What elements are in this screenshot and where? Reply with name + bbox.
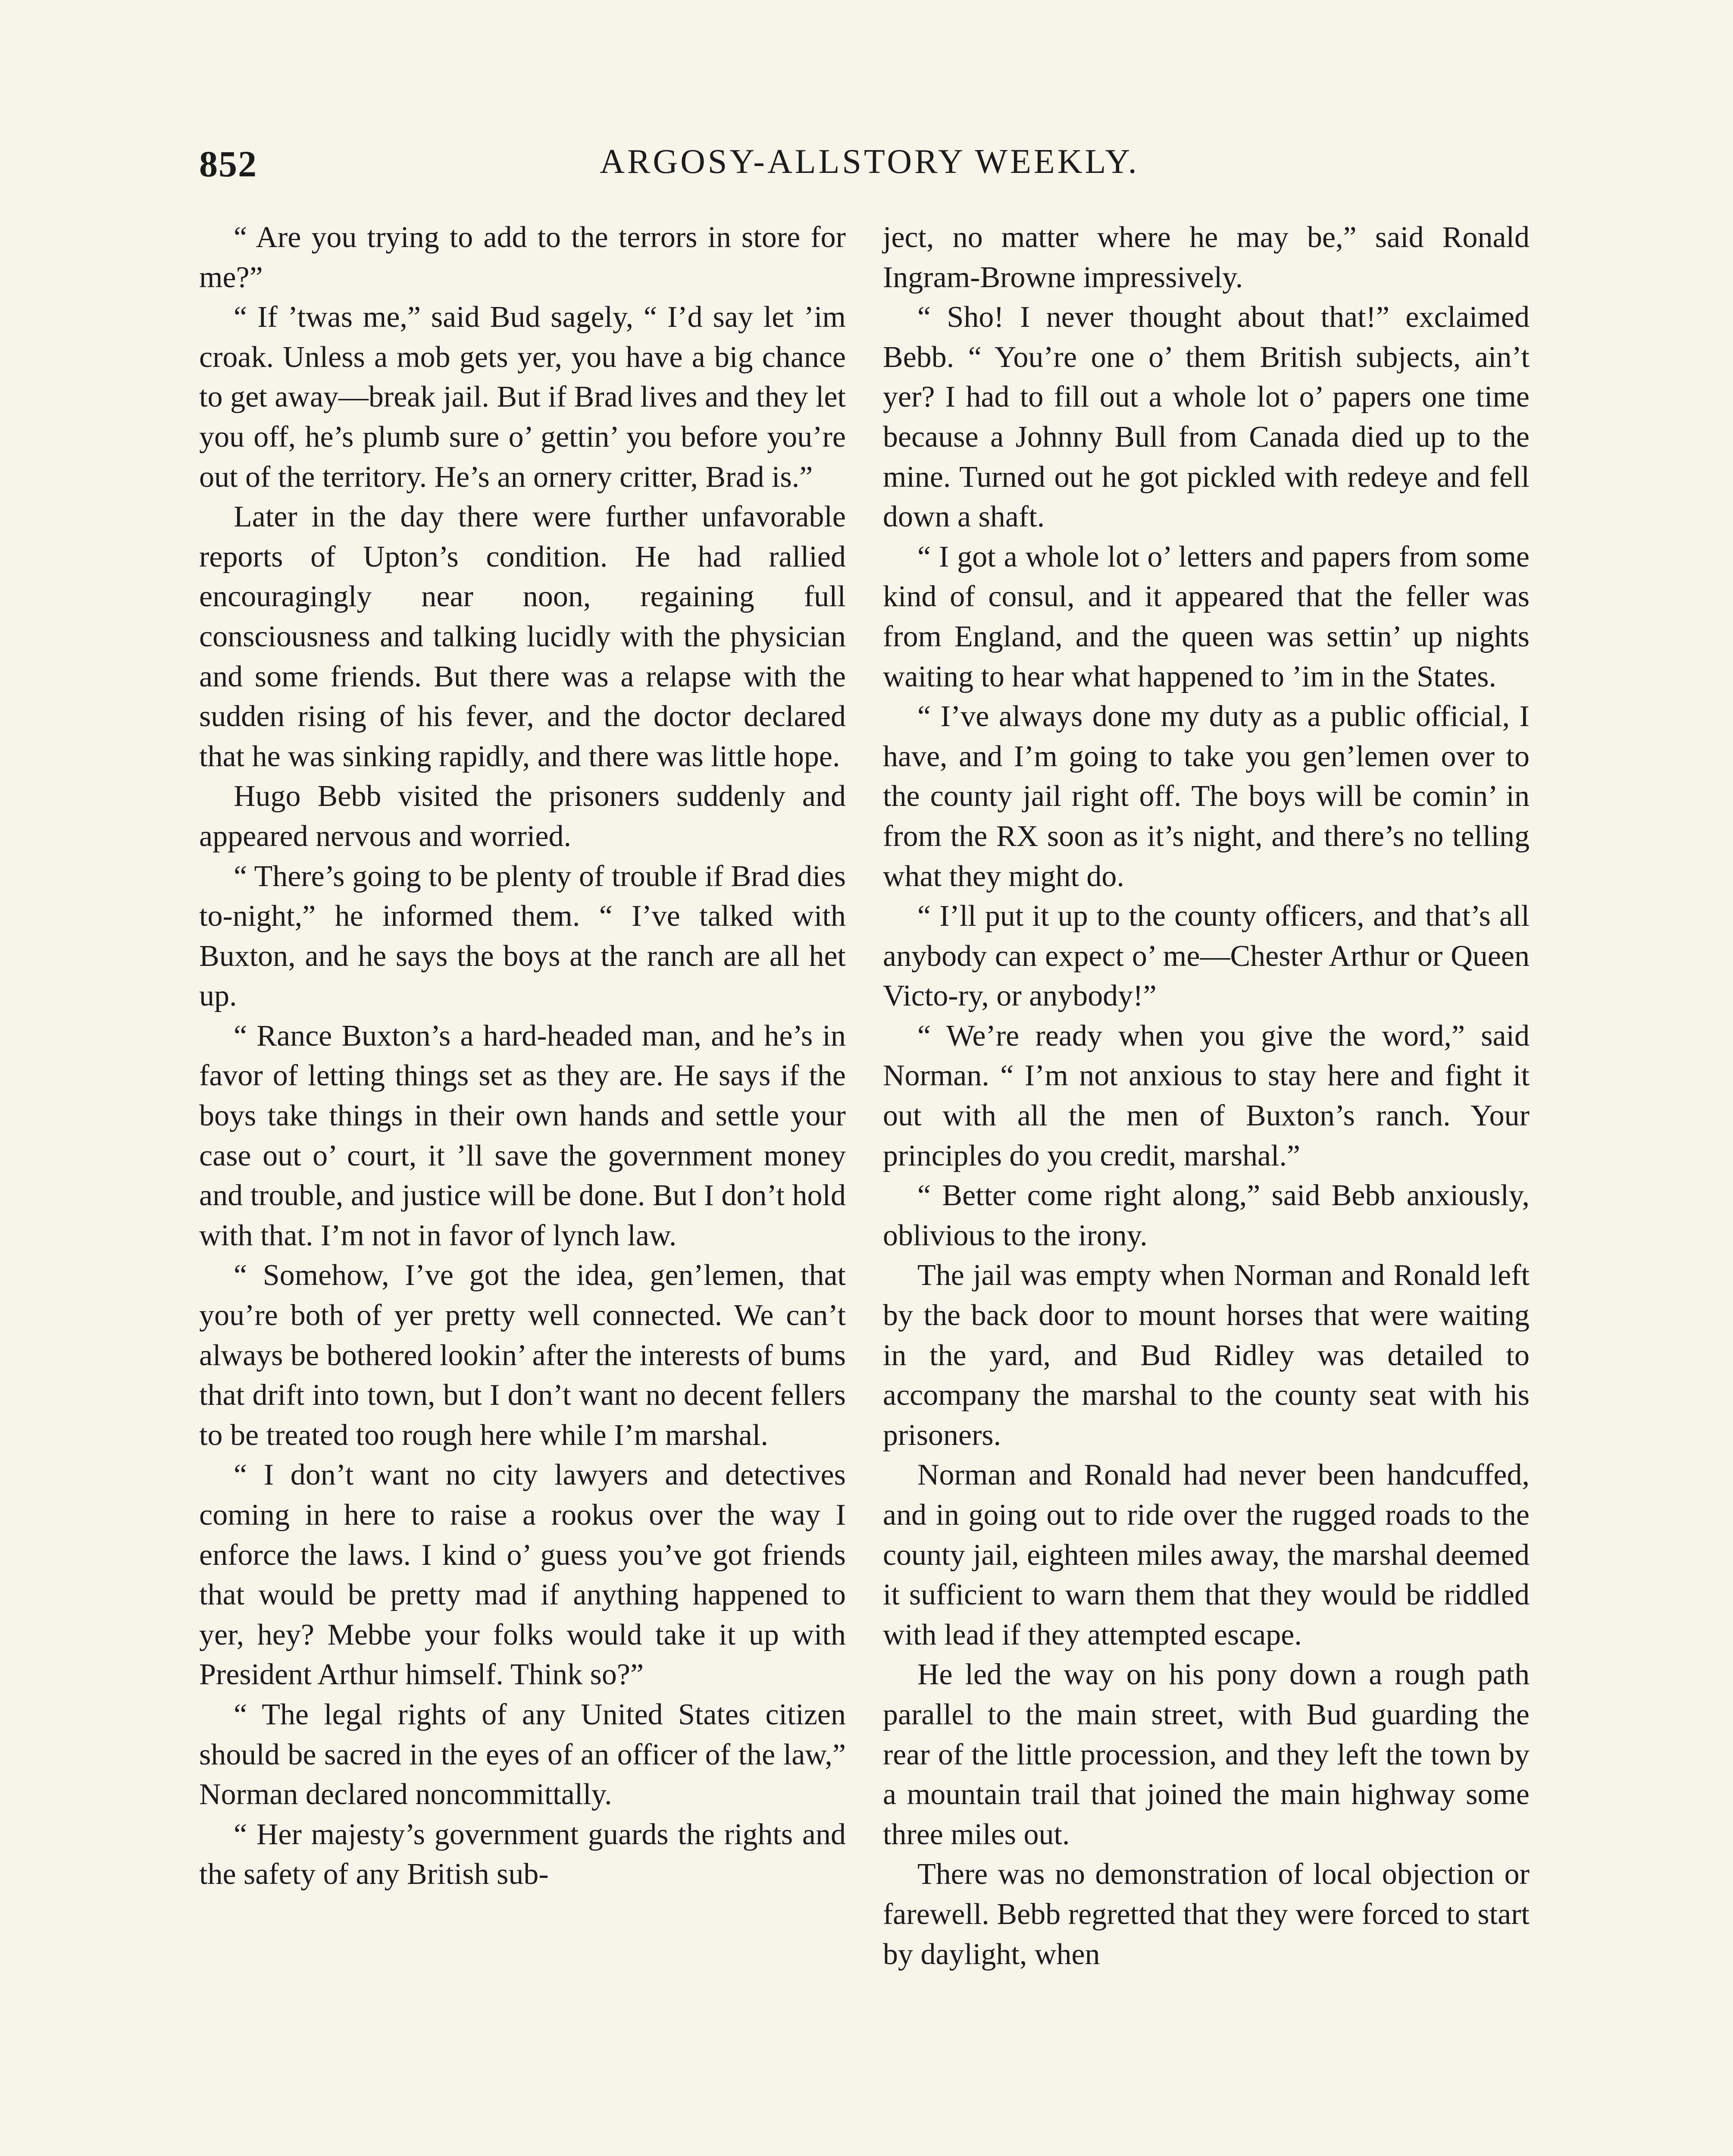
paragraph: “ Sho! I never thought about that!” exclaimed Bebb. “ You’re one o’ them British subjects, ain’t yer? I had to fill out a whole lot o’ papers one time because a Johnny Bull from Canada died up to the mine. Turned out he got pickled with redeye and fell down a shaft. <box>883 301 1530 534</box>
paragraph: “ Rance Buxton’s a hard-headed man, and he’s in favor of letting things set as they are. He says if the boys take things in their own hands and settle your case out o’ court, it ’ll save the government money and trouble, and justice will be done. But I don’t hold with that. I’m not in favor of lynch law. <box>199 1019 846 1252</box>
running-head: ARGOSY-ALLSTORY WEEKLY. <box>600 143 1139 181</box>
page-number: 852 <box>199 143 257 185</box>
paragraph: Hugo Bebb visited the prisoners suddenly and appeared nervous and worried. <box>199 780 846 853</box>
paragraph: “ Better come right along,” said Bebb anxiously, oblivious to the irony. <box>883 1179 1530 1252</box>
paragraph: “ We’re ready when you give the word,” said Norman. “ I’m not anxious to stay here and fight it out with all the men of Buxton’s ranch. Your principles do you credit, marshal.” <box>883 1019 1530 1172</box>
right-column <box>883 218 1530 1974</box>
page-header <box>199 142 1540 198</box>
paragraph: “ I’ll put it up to the county officers, and that’s all anybody can expect o’ me—Chester Arthur or Queen Victo-ry, or anybody!” <box>883 899 1530 1013</box>
paragraph: The jail was empty when Norman and Ronald left by the back door to mount horses that were waiting in the yard, and Bud Ridley was detailed to accompany the marshal to the county seat with his prisoners. <box>883 1259 1530 1452</box>
paragraph: “ The legal rights of any United States citizen should be sacred in the eyes of an officer of the law,” Norman declared noncommittally. <box>199 1698 846 1811</box>
paragraph: “ Her majesty’s government guards the rights and the safety of any British sub- <box>199 1818 846 1891</box>
paragraph: Norman and Ronald had never been handcuffed, and in going out to ride over the rugged roads to the county jail, eighteen miles away, the marshal deemed it sufficient to warn them that they would be riddled with lead if they attempted escape. <box>883 1458 1530 1651</box>
paragraph-continuation: ject, no matter where he may be,” said Ronald Ingram-Browne impressively. <box>883 221 1530 294</box>
paragraph: “ Somehow, I’ve got the idea, gen’lemen, that you’re both of yer pretty well connected. We can’t always be bothered lookin’ after the interests of bums that drift into town, but I don’t want no decent fellers to be treated too rough here while I’m marshal. <box>199 1259 846 1452</box>
paragraph: “ Are you trying to add to the terrors in store for me?” <box>199 221 846 294</box>
paragraph: There was no demonstration of local objection or farewell. Bebb regretted that they were forced to start by daylight, when <box>883 1858 1530 1971</box>
paragraph: He led the way on his pony down a rough path parallel to the main street, with Bud guarding the rear of the little procession, and they left the town by a mountain trail that joined the main highway some three miles out. <box>883 1658 1530 1851</box>
paragraph: “ I got a whole lot o’ letters and papers from some kind of consul, and it appeared that the feller was from England, and the queen was settin’ up nights waiting to hear what happened to ’im in the States. <box>883 540 1530 693</box>
paragraph: “ I don’t want no city lawyers and detectives coming in here to raise a rookus over the way I enforce the laws. I kind o’ guess you’ve got friends that would be pretty mad if anything happened to yer, hey? Mebbe your folks would take it up with President Arthur himself. Think so?” <box>199 1458 846 1692</box>
paragraph: “ There’s going to be plenty of trouble if Brad dies to-night,” he informed them. “ I’ve talked with Buxton, and he says the boys at the ranch are all het up. <box>199 859 846 1013</box>
left-column <box>199 218 846 1895</box>
paragraph: “ If ’twas me,” said Bud sagely, “ I’d say let ’im croak. Unless a mob gets yer, you have a big chance to get away—break jail. But if Brad lives and they let you off, he’s plumb sure o’ gettin’ you before you’re out of the territory. He’s an ornery critter, Brad is.” <box>199 301 846 494</box>
paragraph: “ I’ve always done my duty as a public official, I have, and I’m going to take you gen’lemen over to the county jail right off. The boys will be comin’ in from the RX soon as it’s night, and there’s no telling what they might do. <box>883 700 1530 893</box>
paragraph: Later in the day there were further unfavorable reports of Upton’s condition. He had rallied encouragingly near noon, regaining full consciousness and talking lucidly with the physician and some friends. But there was a relapse with the sudden rising of his fever, and the doctor declared that he was sinking rapidly, and there was little hope. <box>199 500 846 773</box>
